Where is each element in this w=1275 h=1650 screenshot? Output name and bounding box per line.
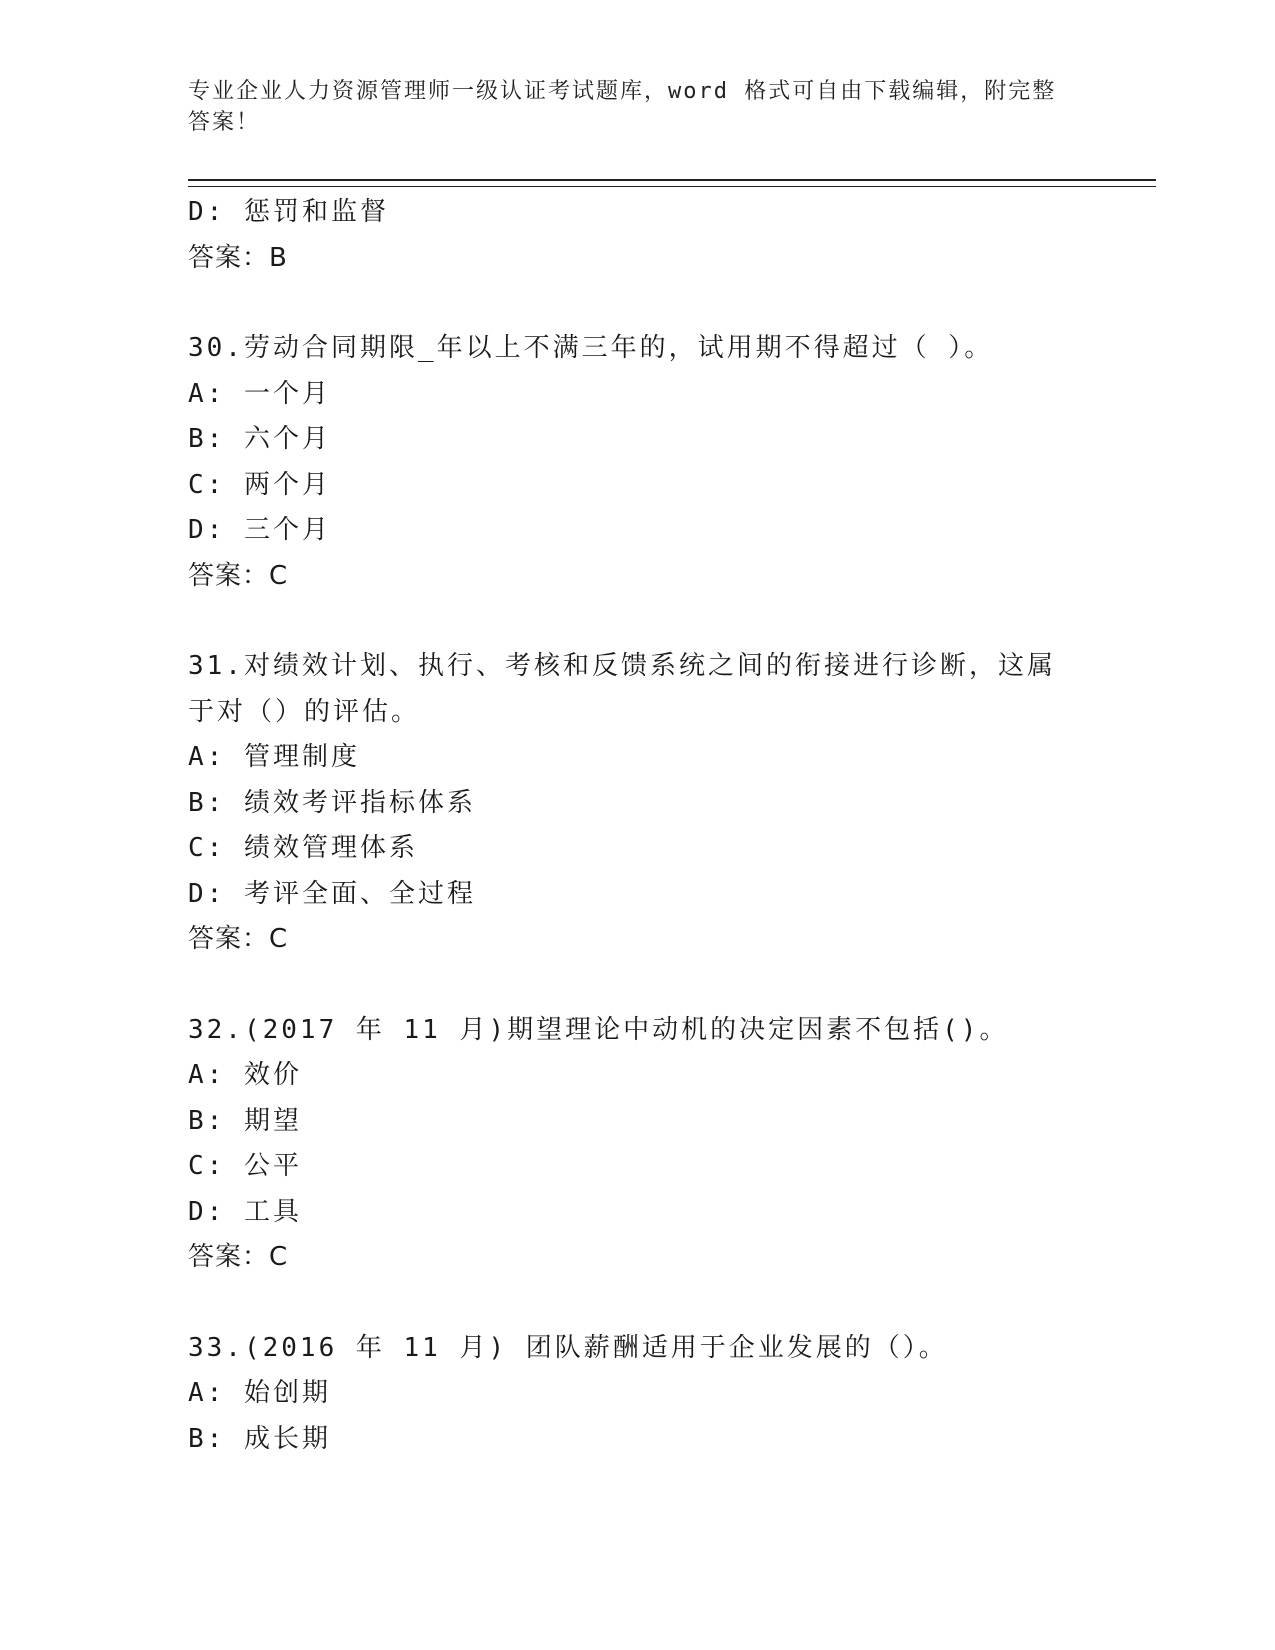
question-30-option-b: B: 六个月 xyxy=(188,424,331,454)
question-33-option-b: B: 成长期 xyxy=(188,1423,331,1454)
question-33-option-a: A: 始创期 xyxy=(188,1378,331,1408)
question-32-option-c: C: 公平 xyxy=(188,1151,302,1181)
question-30-option-d: D: 三个月 xyxy=(188,515,331,545)
question-30-option-c: C: 两个月 xyxy=(188,469,331,500)
question-31-option-c: C: 绩效管理体系 xyxy=(188,833,418,863)
question-32-option-b: B: 期望 xyxy=(188,1105,302,1136)
question-30-answer: 答案：C xyxy=(188,560,289,591)
question-31-answer: 答案：C xyxy=(188,924,289,954)
question-31-stem: 31.对绩效计划、执行、考核和反馈系统之间的衔接进行诊断，这属于对（）的评估。 xyxy=(188,651,1056,727)
question-32-option-a: A: 效价 xyxy=(188,1060,302,1090)
question-31-option-d: D: 考评全面、全过程 xyxy=(188,878,476,909)
question-30-stem: 30.劳动合同期限_年以上不满三年的，试用期不得超过（ ）。 xyxy=(188,333,994,363)
question-32-option-d: D: 工具 xyxy=(188,1196,302,1227)
header-note: 专业企业人力资源管理师一级认证考试题库，word 格式可自由下载编辑，附完整答案！ xyxy=(188,79,1057,135)
question-30-option-a: A: 一个月 xyxy=(188,378,331,409)
question-31-option-b: B: 绩效考评指标体系 xyxy=(188,787,476,818)
prev-answer: 答案：B xyxy=(188,242,288,273)
header-divider xyxy=(188,179,1156,187)
question-32-answer: 答案：C xyxy=(188,1242,289,1272)
question-33-stem: 33.(2016 年 11 月) 团队薪酬适用于企业发展的（）。 xyxy=(188,1332,948,1363)
question-list xyxy=(188,190,1088,1462)
prev-option-d: D: 惩罚和监督 xyxy=(188,197,389,227)
question-31-option-a: A: 管理制度 xyxy=(188,742,360,772)
question-32-stem: 32.(2017 年 11 月)期望理论中动机的决定因素不包括()。 xyxy=(188,1014,1009,1045)
